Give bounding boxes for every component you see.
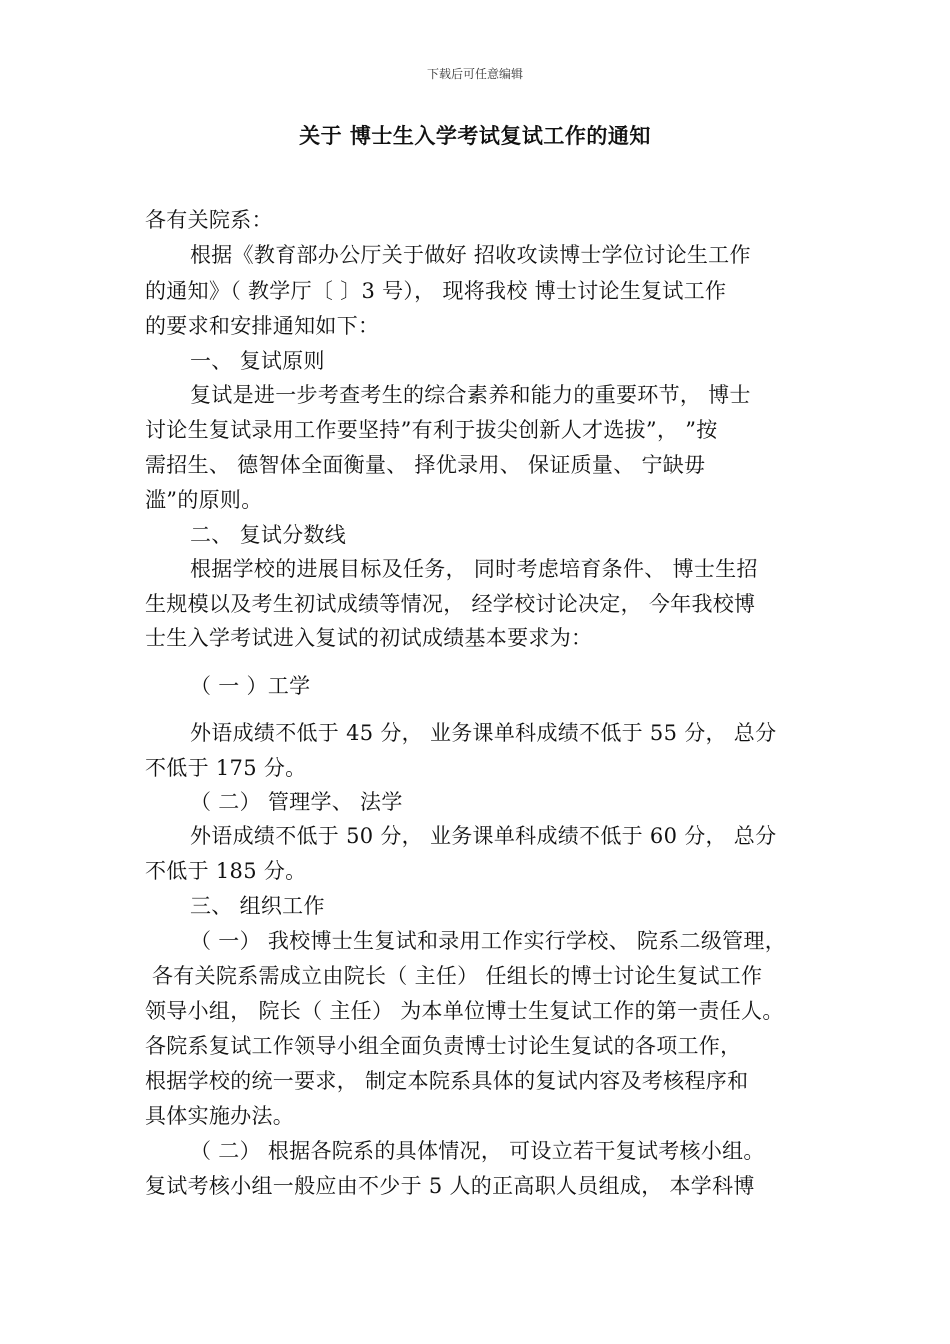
- section-heading: 三、 组织工作: [190, 894, 325, 918]
- body-line: 外语成绩不低于 50 分， 业务课单科成绩不低于 60 分， 总分: [190, 824, 777, 848]
- body-line: 复试是进一步考查考生的综合素养和能力的重要环节， 博士: [190, 383, 751, 407]
- body-line: 不低于 185 分。: [145, 859, 307, 883]
- body-line: 根据学校的统一要求， 制定本院系具体的复试内容及考核程序和: [145, 1069, 749, 1093]
- body-line: 不低于 175 分。: [145, 756, 307, 780]
- body-line: 讨论生复试录用工作要坚持”有利于拔尖创新人才选拔”， ”按: [145, 418, 718, 442]
- body-line: （ 一） 我校博士生复试和录用工作实行学校、 院系二级管理，: [190, 929, 787, 953]
- body-line: 的要求和安排通知如下：: [145, 314, 380, 338]
- body-line: （ 二） 根据各院系的具体情况， 可设立若干复试考核小组。: [190, 1139, 765, 1163]
- subsection-heading: （ 二） 管理学、 法学: [190, 790, 403, 814]
- section-heading: 一、 复试原则: [190, 349, 325, 373]
- body-line: 滥”的原则。: [145, 488, 263, 512]
- body-line: 根据学校的进展目标及任务， 同时考虑培育条件、 博士生招: [190, 557, 758, 581]
- body-line: 各有关院系需成立由院长（ 主任） 任组长的博士讨论生复试工作: [152, 964, 763, 988]
- subsection-heading: （ 一 ）工学: [190, 674, 311, 698]
- body-line: 根据《教育部办公厅关于做好 招收攻读博士学位讨论生工作: [190, 243, 751, 267]
- document-title: 关于 博士生入学考试复试工作的通知: [299, 123, 651, 148]
- body-line: 的通知》（ 教学厅〔 〕3 号）， 现将我校 博士讨论生复试工作: [145, 279, 727, 303]
- body-line: 复试考核小组一般应由不少于 5 人的正高职人员组成， 本学科博: [145, 1174, 755, 1198]
- body-line: 外语成绩不低于 45 分， 业务课单科成绩不低于 55 分， 总分: [190, 721, 777, 745]
- body-line: 各有关院系：: [145, 208, 273, 232]
- body-line: 需招生、 德智体全面衡量、 择优录用、 保证质量、 宁缺毋: [145, 453, 706, 477]
- body-line: 领导小组， 院长（ 主任） 为本单位博士生复试工作的第一责任人。: [145, 999, 784, 1023]
- body-line: 具体实施办法。: [145, 1104, 295, 1128]
- body-line: 士生入学考试进入复试的初试成绩基本要求为：: [145, 626, 593, 650]
- body-line: 各院系复试工作领导小组全面负责博士讨论生复试的各项工作，: [145, 1034, 742, 1058]
- header-note: 下载后可任意编辑: [426, 67, 523, 81]
- body-line: 生规模以及考生初试成绩等情况， 经学校讨论决定， 今年我校博: [145, 592, 756, 616]
- section-heading: 二、 复试分数线: [190, 523, 347, 547]
